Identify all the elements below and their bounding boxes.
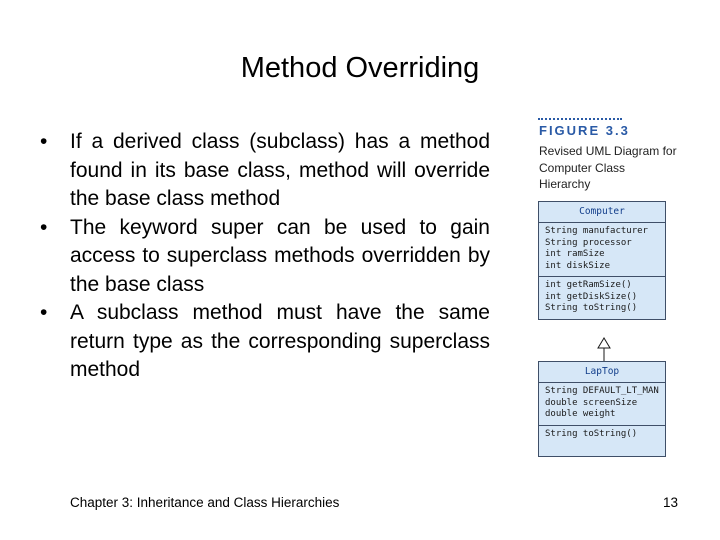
footer-chapter: Chapter 3: Inheritance and Class Hierarchies [70,495,340,510]
bullet-dot: • [40,130,48,153]
uml-attribute: double weight [545,409,616,419]
bullet-item [38,299,490,385]
figure-dotted-rule [538,118,622,120]
uml-class-laptop [538,361,666,457]
uml-attribute: String processor [545,237,632,248]
bullet-item [38,128,490,214]
page-number: 13 [662,495,678,510]
inheritance-arrow-icon [594,337,614,363]
uml-class-name: Computer [539,202,665,223]
uml-attribute: String manufacturer [545,226,648,236]
figure-caption: Revised UML Diagram for Computer Class Hierarchy [539,144,677,191]
uml-method: String toString() [545,428,638,439]
bullet-item [38,214,490,300]
uml-methods [539,425,665,445]
uml-class-computer [538,201,666,320]
uml-method: String toString() [545,303,638,313]
slide-title: Method Overriding [240,52,480,84]
uml-method: int getRamSize() [545,280,632,290]
uml-attributes [539,223,665,276]
bullet-text: A subclass method must have the same return type as the corresponding superclass method [70,301,490,381]
uml-class-name: LapTop [539,362,665,383]
uml-attribute: int ramSize [545,249,605,259]
uml-attribute: String DEFAULT_LT_MAN [545,386,659,396]
bullet-text: If a derived class (subclass) has a method found in its base class, method will override the base class method [70,130,490,210]
uml-attributes [539,383,665,425]
bullet-dot: • [40,301,48,324]
uml-attribute: int diskSize [545,260,611,271]
bullet-list [38,128,490,385]
bullet-dot: • [40,215,48,239]
bullet-text: The keyword super can be used to gain access to superclass methods overridden by the base class [70,215,490,296]
uml-method: int getDiskSize() [545,291,638,302]
uml-methods [539,276,665,319]
uml-attribute: double screenSize [545,397,638,408]
figure-label: FIGURE 3.3 [539,123,630,138]
